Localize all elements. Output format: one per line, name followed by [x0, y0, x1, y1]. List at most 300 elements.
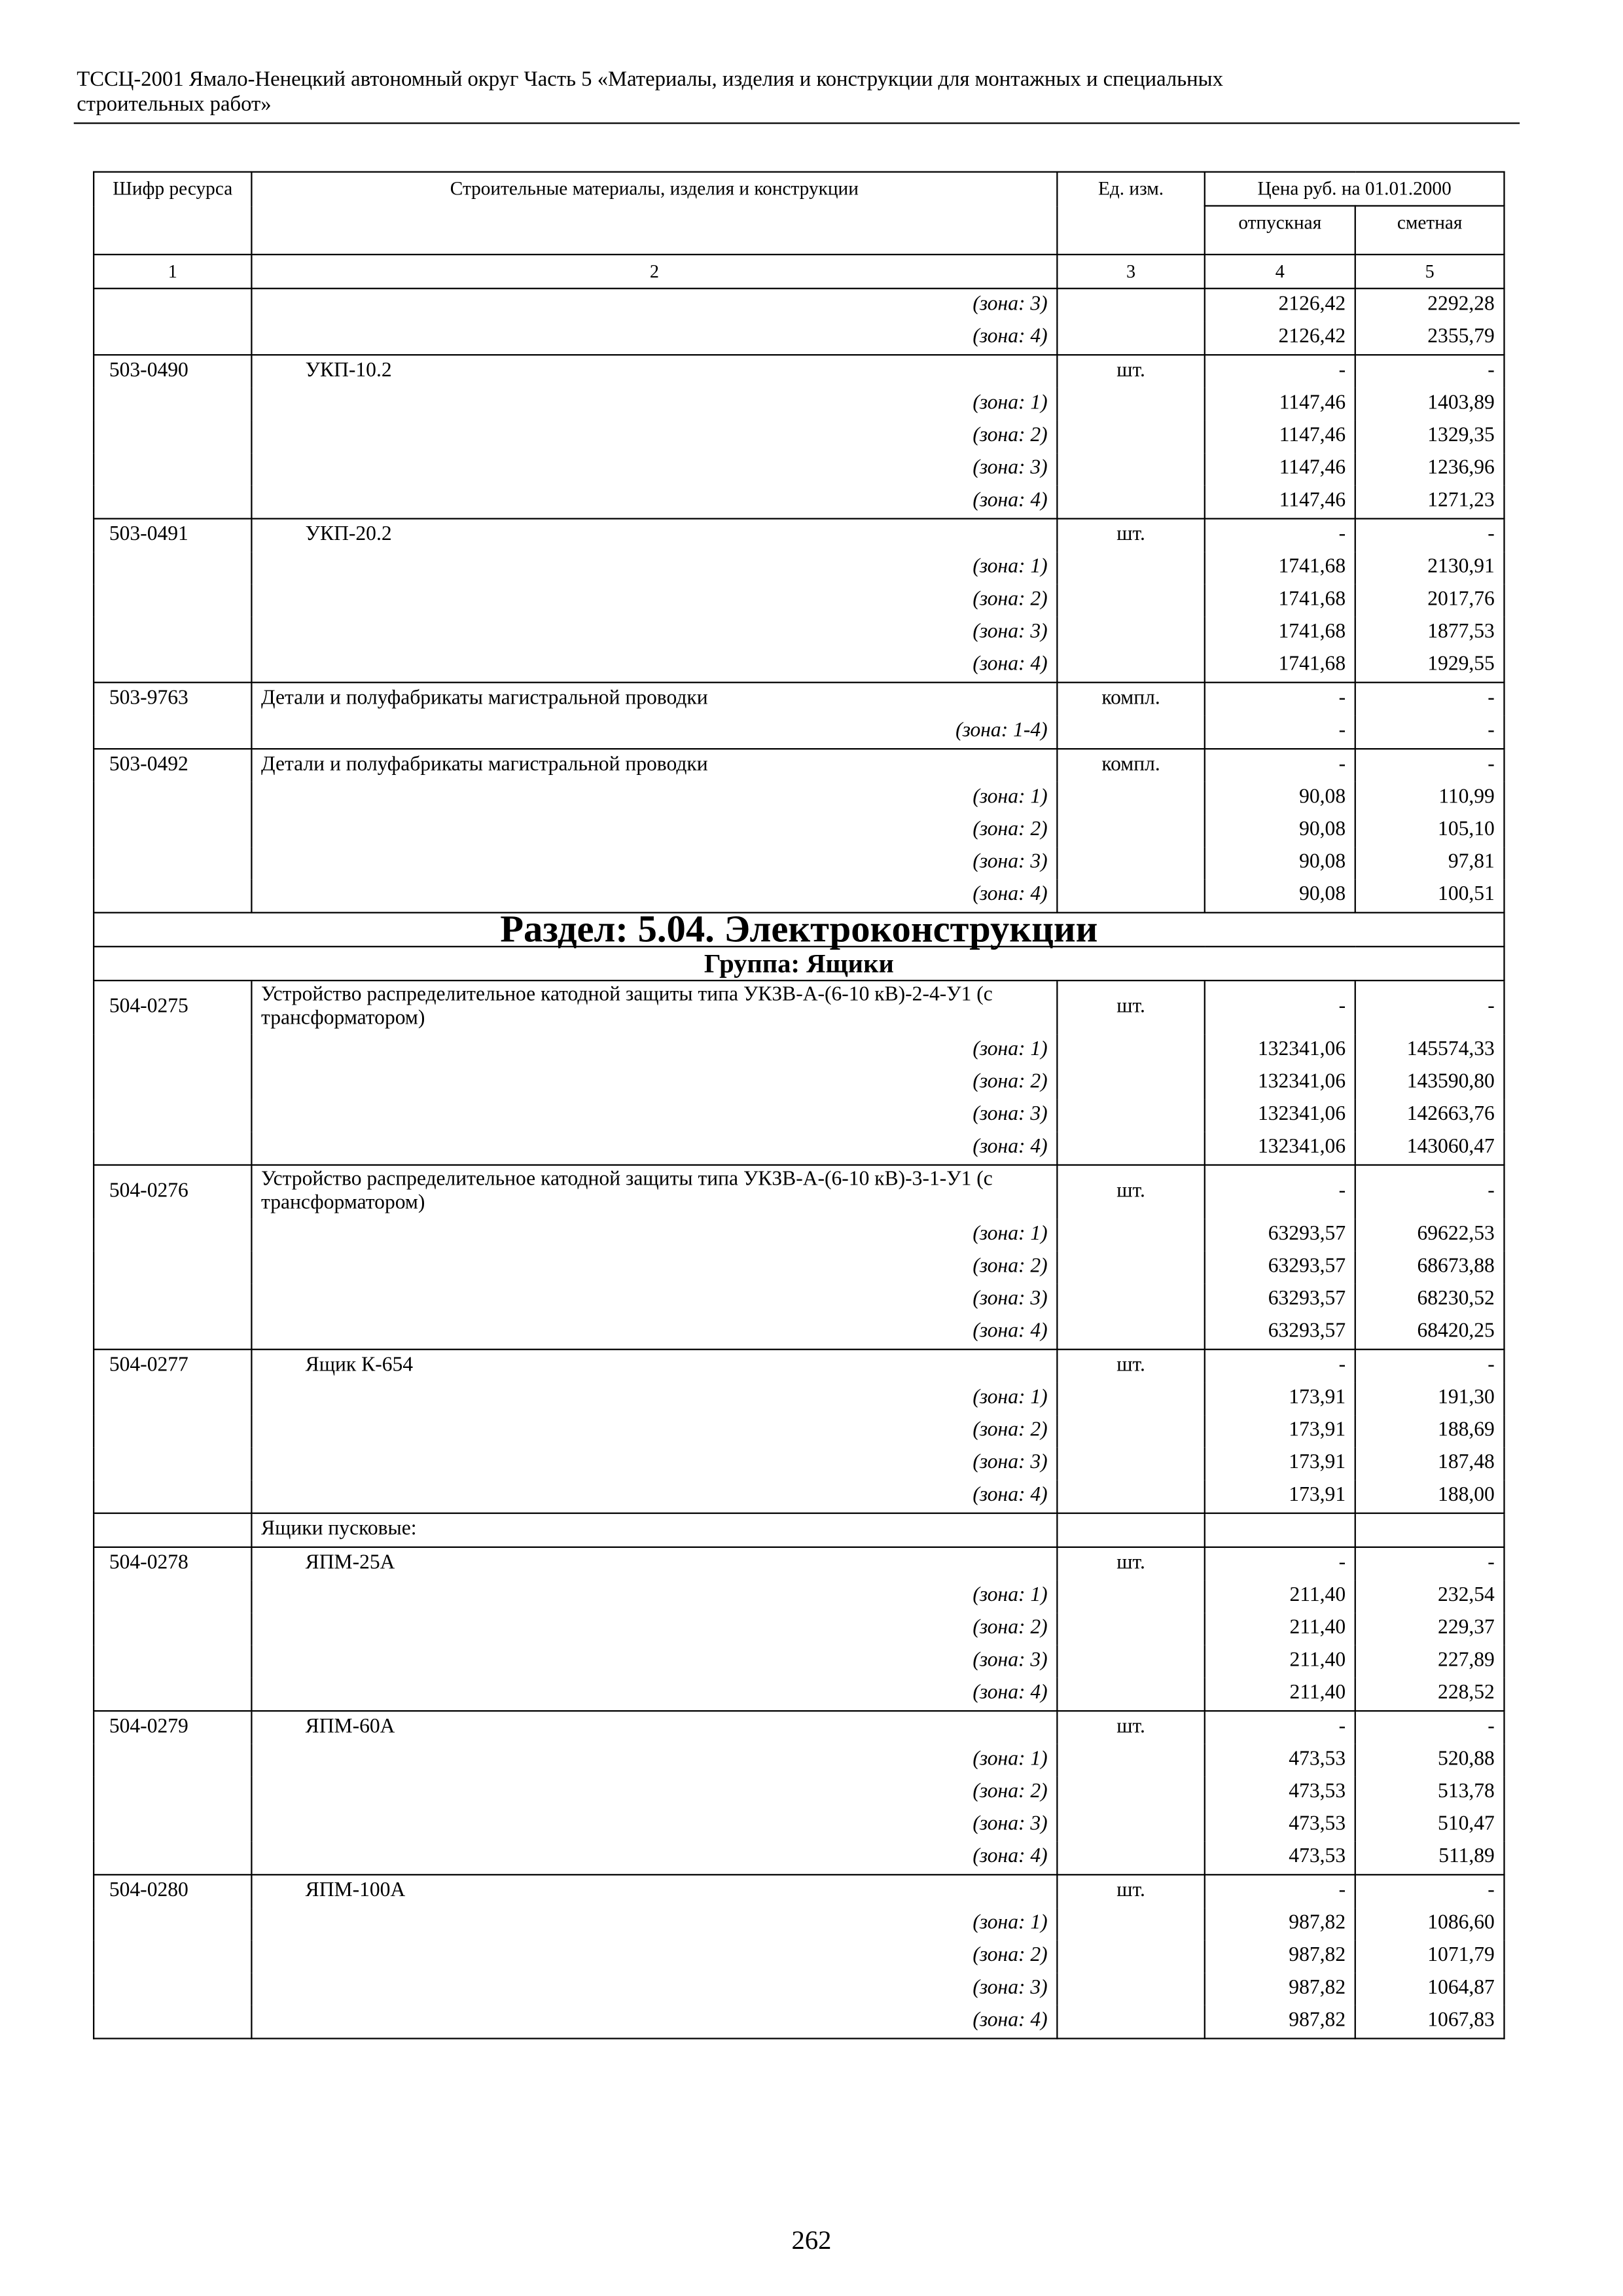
unit-cell	[1057, 552, 1204, 584]
unit-cell	[1057, 1744, 1204, 1777]
estimate-price: 188,00	[1355, 1480, 1505, 1513]
zone-label: (зона: 1)	[251, 1219, 1057, 1251]
code-cell	[94, 388, 251, 421]
running-header-line1: ТССЦ-2001 Ямало-Ненецкий автономный округ Часть 5 «Материалы, изделия и конструкции для монтажных и специальных	[77, 67, 1223, 92]
zone-label: (зона: 3)	[251, 617, 1057, 649]
zone-row	[94, 814, 1504, 847]
zone-row	[94, 1973, 1504, 2005]
column-number-row	[94, 255, 1504, 289]
estimate-price: 110,99	[1355, 782, 1505, 815]
item-name: ЯПМ-25А	[251, 1547, 1057, 1581]
release-price: 1741,68	[1205, 552, 1355, 584]
zone-label: (зона: 3)	[251, 289, 1057, 322]
release-price: 90,08	[1205, 782, 1355, 815]
estimate-price: -	[1355, 355, 1505, 388]
zone-row	[94, 2005, 1504, 2039]
code-cell	[94, 1034, 251, 1067]
estimate-price: 187,48	[1355, 1448, 1505, 1480]
zone-label: (зона: 2)	[251, 1941, 1057, 1973]
estimate-price: 105,10	[1355, 814, 1505, 847]
group-heading-row	[94, 946, 1504, 980]
resource-code: 504-0275	[94, 980, 251, 1034]
unit-cell	[1057, 1448, 1204, 1480]
unit-cell	[1057, 715, 1204, 749]
unit-cell	[1057, 1382, 1204, 1415]
zone-label: (зона: 2)	[251, 1415, 1057, 1448]
item-unit: компл.	[1057, 683, 1204, 716]
release-price: -	[1205, 1711, 1355, 1744]
resource-code: 503-9763	[94, 683, 251, 716]
col-number: 3	[1057, 255, 1204, 289]
zone-label: (зона: 1)	[251, 1382, 1057, 1415]
release-price: -	[1205, 518, 1355, 552]
release-price: 1741,68	[1205, 649, 1355, 683]
release-price: 173,91	[1205, 1415, 1355, 1448]
unit-cell	[1057, 782, 1204, 815]
zone-label: (зона: 1)	[251, 1908, 1057, 1941]
col-code-header: Шифр ресурса	[94, 172, 251, 255]
estimate-price: 1086,60	[1355, 1908, 1505, 1941]
zone-row	[94, 649, 1504, 683]
code-cell	[94, 486, 251, 519]
estimate-price: 1329,35	[1355, 421, 1505, 454]
zone-row	[94, 1251, 1504, 1284]
unit-cell	[1057, 289, 1204, 322]
release-price: -	[1205, 1165, 1355, 1219]
code-cell	[94, 584, 251, 617]
release-price: 173,91	[1205, 1480, 1355, 1513]
zone-label: (зона: 3)	[251, 1448, 1057, 1480]
code-cell	[94, 1132, 251, 1165]
unit-cell	[1057, 1415, 1204, 1448]
release-price: -	[1205, 715, 1355, 749]
zone-row	[94, 1480, 1504, 1513]
item-unit: шт.	[1057, 1350, 1204, 1383]
code-cell	[94, 1100, 251, 1132]
unit-cell	[1057, 2005, 1204, 2039]
release-price: 90,08	[1205, 814, 1355, 847]
release-price: 63293,57	[1205, 1283, 1355, 1316]
estimate-price: 68230,52	[1355, 1283, 1505, 1316]
estimate-price: 229,37	[1355, 1613, 1505, 1645]
release-price: 987,82	[1205, 2005, 1355, 2039]
zone-label: (зона: 4)	[251, 2005, 1057, 2039]
item-row	[94, 980, 1504, 1034]
unit-cell	[1057, 1973, 1204, 2005]
zone-label: (зона: 3)	[251, 453, 1057, 486]
unit-cell	[1057, 617, 1204, 649]
release-price: 473,53	[1205, 1809, 1355, 1842]
code-cell	[94, 847, 251, 880]
estimate-price: 2130,91	[1355, 552, 1505, 584]
item-name: ЯПМ-100А	[251, 1874, 1057, 1908]
item-row	[94, 1165, 1504, 1219]
code-cell	[94, 1382, 251, 1415]
estimate-price: 227,89	[1355, 1645, 1505, 1678]
release-price: -	[1205, 980, 1355, 1034]
resource-code: 503-0490	[94, 355, 251, 388]
item-row	[94, 1711, 1504, 1744]
code-cell	[94, 1645, 251, 1678]
item-row	[94, 1350, 1504, 1383]
unit-cell	[1057, 1100, 1204, 1132]
estimate-price: 100,51	[1355, 880, 1505, 913]
unit-cell	[1057, 814, 1204, 847]
release-price: 63293,57	[1205, 1251, 1355, 1284]
zone-label: (зона: 2)	[251, 421, 1057, 454]
zone-row	[94, 1744, 1504, 1777]
release-price: -	[1205, 1874, 1355, 1908]
resource-code: 504-0280	[94, 1874, 251, 1908]
item-unit: шт.	[1057, 1711, 1204, 1744]
zone-row	[94, 421, 1504, 454]
zone-row	[94, 1132, 1504, 1165]
estimate-price: 145574,33	[1355, 1034, 1505, 1067]
release-price: 211,40	[1205, 1677, 1355, 1711]
estimate-price: 2017,76	[1355, 584, 1505, 617]
zone-label: (зона: 4)	[251, 880, 1057, 913]
item-name: Устройство распределительное катодной защиты типа УКЗВ-А-(6-10 кВ)-2-4-У1 (с трансформатором)	[251, 980, 1057, 1034]
estimate-price: -	[1355, 1874, 1505, 1908]
item-name: Детали и полуфабрикаты магистральной проводки	[251, 683, 1057, 716]
col-name-header: Строительные материалы, изделия и конструкции	[251, 172, 1057, 255]
estimate-price: 510,47	[1355, 1809, 1505, 1842]
code-cell	[94, 1219, 251, 1251]
release-price: 211,40	[1205, 1613, 1355, 1645]
unit-cell	[1057, 321, 1204, 355]
zone-label: (зона: 4)	[251, 486, 1057, 519]
resource-code: 503-0491	[94, 518, 251, 552]
release-price: 211,40	[1205, 1581, 1355, 1613]
zone-label: (зона: 4)	[251, 1842, 1057, 1875]
release-price: 173,91	[1205, 1448, 1355, 1480]
zone-label: (зона: 4)	[251, 649, 1057, 683]
zone-label: (зона: 1)	[251, 1581, 1057, 1613]
item-unit: шт.	[1057, 518, 1204, 552]
col-price-header: Цена руб. на 01.01.2000	[1205, 172, 1505, 206]
zone-label: (зона: 4)	[251, 321, 1057, 355]
release-price: -	[1205, 1547, 1355, 1581]
release-price: 473,53	[1205, 1842, 1355, 1875]
unit-cell	[1057, 649, 1204, 683]
col-number: 2	[251, 255, 1057, 289]
code-cell	[94, 321, 251, 355]
unit-cell	[1057, 1613, 1204, 1645]
estimate-price: 513,78	[1355, 1776, 1505, 1809]
col-unit-header: Ед. изм.	[1057, 172, 1204, 255]
zone-label: (зона: 3)	[251, 1283, 1057, 1316]
release-price: 987,82	[1205, 1908, 1355, 1941]
estimate-price: 69622,53	[1355, 1219, 1505, 1251]
unit-cell	[1057, 1645, 1204, 1678]
item-row	[94, 355, 1504, 388]
unit-cell	[1057, 1251, 1204, 1284]
estimate-price: -	[1355, 749, 1505, 782]
unit-cell	[1057, 1677, 1204, 1711]
estimate-price: 1929,55	[1355, 649, 1505, 683]
unit-cell	[1057, 486, 1204, 519]
zone-row	[94, 321, 1504, 355]
zone-row	[94, 617, 1504, 649]
estimate-price: -	[1355, 518, 1505, 552]
zone-row	[94, 1842, 1504, 1875]
estimate-price: -	[1355, 1711, 1505, 1744]
unit-cell	[1057, 1219, 1204, 1251]
unit-cell	[1057, 847, 1204, 880]
release-price: 1147,46	[1205, 421, 1355, 454]
release-price: 473,53	[1205, 1776, 1355, 1809]
zone-row	[94, 1581, 1504, 1613]
zone-row	[94, 1776, 1504, 1809]
code-cell	[94, 1480, 251, 1513]
release-price: 1147,46	[1205, 486, 1355, 519]
resource-code: 503-0492	[94, 749, 251, 782]
table-header-row	[94, 172, 1504, 206]
item-name: Ящик К-654	[251, 1350, 1057, 1383]
zone-row	[94, 1941, 1504, 1973]
item-unit: шт.	[1057, 355, 1204, 388]
code-cell	[94, 649, 251, 683]
section-heading-row	[94, 912, 1504, 946]
code-cell	[94, 453, 251, 486]
page-number: 262	[791, 2225, 832, 2255]
release-price: 2126,42	[1205, 321, 1355, 355]
item-row	[94, 518, 1504, 552]
release-price: 2126,42	[1205, 289, 1355, 322]
unit-cell	[1057, 421, 1204, 454]
unit-cell	[1057, 1776, 1204, 1809]
release-price: -	[1205, 749, 1355, 782]
item-row	[94, 683, 1504, 716]
item-unit: шт.	[1057, 980, 1204, 1034]
code-cell	[94, 1842, 251, 1875]
release-price: -	[1205, 1350, 1355, 1383]
zone-label: (зона: 4)	[251, 1132, 1057, 1165]
unit-cell	[1057, 1480, 1204, 1513]
resource-code: 504-0279	[94, 1711, 251, 1744]
estimate-price: -	[1355, 715, 1505, 749]
zone-label: (зона: 4)	[251, 1480, 1057, 1513]
zone-row	[94, 1067, 1504, 1100]
unit-cell	[1057, 1067, 1204, 1100]
release-price-cell	[1205, 1513, 1355, 1547]
code-cell	[94, 1941, 251, 1973]
code-cell	[94, 1251, 251, 1284]
code-cell	[94, 1067, 251, 1100]
release-price: 1741,68	[1205, 584, 1355, 617]
zone-row	[94, 584, 1504, 617]
code-cell	[94, 289, 251, 322]
zone-row	[94, 715, 1504, 749]
code-cell	[94, 1809, 251, 1842]
code-cell	[94, 1973, 251, 2005]
release-price: 1741,68	[1205, 617, 1355, 649]
unit-cell	[1057, 388, 1204, 421]
item-unit: шт.	[1057, 1547, 1204, 1581]
item-name: УКП-20.2	[251, 518, 1057, 552]
group-heading: Группа: Ящики	[94, 946, 1504, 980]
zone-label: (зона: 1)	[251, 388, 1057, 421]
zone-row	[94, 552, 1504, 584]
item-row	[94, 1547, 1504, 1581]
release-price: 132341,06	[1205, 1067, 1355, 1100]
zone-label: (зона: 2)	[251, 1067, 1057, 1100]
zone-label: (зона: 1)	[251, 552, 1057, 584]
section-heading: Раздел: 5.04. Электроконструкции	[94, 912, 1504, 946]
code-cell	[94, 1581, 251, 1613]
code-cell	[94, 1908, 251, 1941]
code-cell	[94, 814, 251, 847]
code-cell	[94, 617, 251, 649]
zone-row	[94, 453, 1504, 486]
unit-cell	[1057, 1809, 1204, 1842]
zone-label: (зона: 1)	[251, 1034, 1057, 1067]
release-price: 63293,57	[1205, 1219, 1355, 1251]
code-cell	[94, 1415, 251, 1448]
unit-cell	[1057, 584, 1204, 617]
estimate-price: 520,88	[1355, 1744, 1505, 1777]
zone-row	[94, 1382, 1504, 1415]
estimate-price: 191,30	[1355, 1382, 1505, 1415]
zone-label: (зона: 3)	[251, 847, 1057, 880]
unit-cell	[1057, 1316, 1204, 1350]
estimate-price: 1071,79	[1355, 1941, 1505, 1973]
estimate-price: 228,52	[1355, 1677, 1505, 1711]
code-cell	[94, 2005, 251, 2039]
zone-row	[94, 847, 1504, 880]
zone-label: (зона: 2)	[251, 584, 1057, 617]
estimate-price: 511,89	[1355, 1842, 1505, 1875]
code-cell	[94, 552, 251, 584]
subheading-row	[94, 1513, 1504, 1547]
zone-row	[94, 1613, 1504, 1645]
col-number: 5	[1355, 255, 1505, 289]
release-price: 473,53	[1205, 1744, 1355, 1777]
subheading-label: Ящики пусковые:	[251, 1513, 1057, 1547]
code-cell	[94, 1513, 251, 1547]
estimate-price: 1877,53	[1355, 617, 1505, 649]
item-name: ЯПМ-60А	[251, 1711, 1057, 1744]
unit-cell	[1057, 453, 1204, 486]
zone-label: (зона: 3)	[251, 1973, 1057, 2005]
unit-cell	[1057, 1132, 1204, 1165]
zone-label: (зона: 2)	[251, 1776, 1057, 1809]
code-cell	[94, 880, 251, 913]
item-row	[94, 749, 1504, 782]
zone-row	[94, 1283, 1504, 1316]
zone-row	[94, 1034, 1504, 1067]
release-price: 1147,46	[1205, 388, 1355, 421]
estimate-price: -	[1355, 1165, 1505, 1219]
item-name: Устройство распределительное катодной защиты типа УКЗВ-А-(6-10 кВ)-3-1-У1 (с трансформатором)	[251, 1165, 1057, 1219]
estimate-price: 188,69	[1355, 1415, 1505, 1448]
running-header-line2: строительных работ»	[77, 93, 272, 117]
estimate-price: 143590,80	[1355, 1067, 1505, 1100]
zone-label: (зона: 4)	[251, 1677, 1057, 1711]
release-price: 63293,57	[1205, 1316, 1355, 1350]
code-cell	[94, 1613, 251, 1645]
zone-row	[94, 1448, 1504, 1480]
zone-row	[94, 1809, 1504, 1842]
item-row	[94, 1874, 1504, 1908]
zone-label: (зона: 3)	[251, 1645, 1057, 1678]
zone-label: (зона: 2)	[251, 1251, 1057, 1284]
estimate-price: 68673,88	[1355, 1251, 1505, 1284]
item-name: Детали и полуфабрикаты магистральной проводки	[251, 749, 1057, 782]
zone-label: (зона: 3)	[251, 1100, 1057, 1132]
code-cell	[94, 421, 251, 454]
estimate-price: 232,54	[1355, 1581, 1505, 1613]
col-estimate-header: сметная	[1355, 206, 1505, 255]
zone-label: (зона: 2)	[251, 1613, 1057, 1645]
estimate-price: -	[1355, 1350, 1505, 1383]
unit-cell	[1057, 1283, 1204, 1316]
code-cell	[94, 782, 251, 815]
zone-label: (зона: 2)	[251, 814, 1057, 847]
release-price: 132341,06	[1205, 1100, 1355, 1132]
unit-cell	[1057, 1513, 1204, 1547]
estimate-price: 1236,96	[1355, 453, 1505, 486]
estimate-price: 142663,76	[1355, 1100, 1505, 1132]
estimate-price: -	[1355, 1547, 1505, 1581]
unit-cell	[1057, 1034, 1204, 1067]
code-cell	[94, 1316, 251, 1350]
code-cell	[94, 1448, 251, 1480]
zone-row	[94, 486, 1504, 519]
zone-row	[94, 1219, 1504, 1251]
running-header	[77, 68, 1493, 118]
zone-label: (зона: 1)	[251, 782, 1057, 815]
zone-label: (зона: 1)	[251, 1744, 1057, 1777]
resource-code: 504-0277	[94, 1350, 251, 1383]
resource-code: 504-0278	[94, 1547, 251, 1581]
estimate-price: 2355,79	[1355, 321, 1505, 355]
estimate-price: 1067,83	[1355, 2005, 1505, 2039]
unit-cell	[1057, 1581, 1204, 1613]
estimate-price: 1271,23	[1355, 486, 1505, 519]
zone-row	[94, 1100, 1504, 1132]
release-price: 1147,46	[1205, 453, 1355, 486]
col-release-header: отпускная	[1205, 206, 1355, 255]
estimate-price: -	[1355, 980, 1505, 1034]
zone-row	[94, 388, 1504, 421]
col-number: 1	[94, 255, 251, 289]
resource-code: 504-0276	[94, 1165, 251, 1219]
zone-row	[94, 1645, 1504, 1678]
zone-row	[94, 782, 1504, 815]
estimate-price: 143060,47	[1355, 1132, 1505, 1165]
estimate-price: 97,81	[1355, 847, 1505, 880]
item-unit: шт.	[1057, 1874, 1204, 1908]
col-number: 4	[1205, 255, 1355, 289]
zone-row	[94, 289, 1504, 322]
estimate-price: 68420,25	[1355, 1316, 1505, 1350]
release-price: 132341,06	[1205, 1034, 1355, 1067]
zone-row	[94, 1908, 1504, 1941]
zone-row	[94, 1415, 1504, 1448]
release-price: 987,82	[1205, 1973, 1355, 2005]
item-name: УКП-10.2	[251, 355, 1057, 388]
zone-row	[94, 1316, 1504, 1350]
zone-row	[94, 1677, 1504, 1711]
release-price: 132341,06	[1205, 1132, 1355, 1165]
release-price: 987,82	[1205, 1941, 1355, 1973]
release-price: 90,08	[1205, 847, 1355, 880]
estimate-price: -	[1355, 683, 1505, 716]
code-cell	[94, 1677, 251, 1711]
unit-cell	[1057, 1908, 1204, 1941]
item-unit: шт.	[1057, 1165, 1204, 1219]
